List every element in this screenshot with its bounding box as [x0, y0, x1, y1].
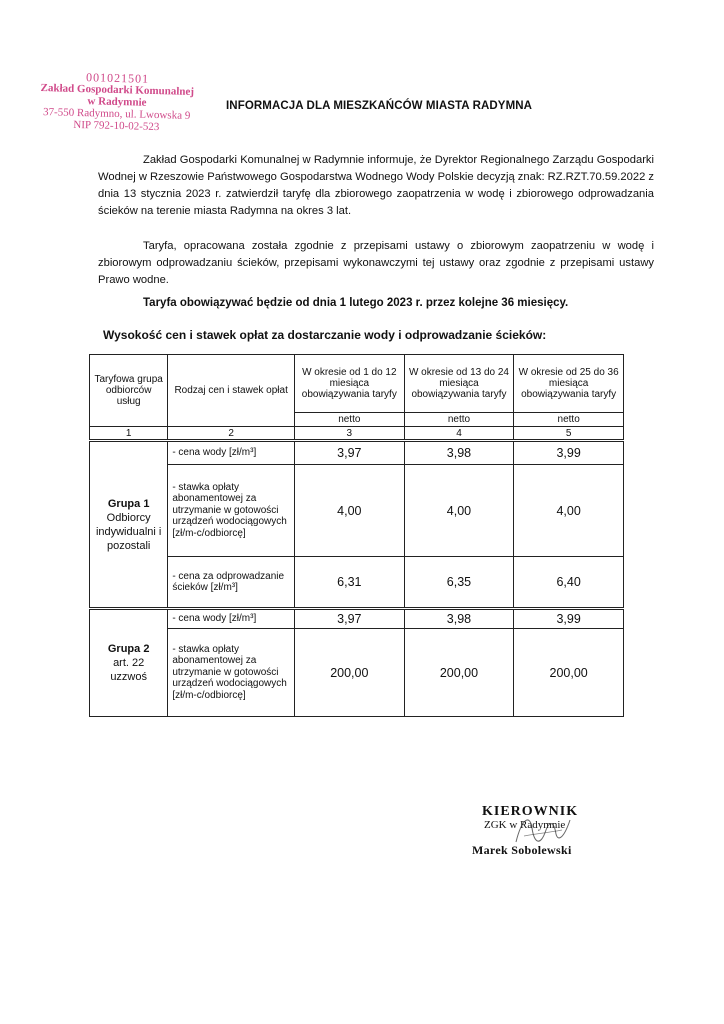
price-value: 4,00 — [404, 465, 514, 557]
column-number: 2 — [168, 427, 295, 441]
price-value: 3,97 — [294, 609, 404, 629]
signature-block — [470, 804, 600, 858]
price-type-label: - cena wody [zł/m³] — [168, 609, 295, 629]
paragraph-validity: Taryfa obowiązywać będzie od dnia 1 lutego 2023 r. przez kolejne 36 miesięcy. — [143, 297, 569, 309]
price-value: 3,98 — [404, 441, 514, 465]
table-header-row — [90, 355, 624, 413]
stamp-address: 37-550 Radymno, ul. Lwowska 9 — [42, 106, 191, 122]
netto-label: netto — [404, 413, 514, 427]
price-type-label: - cena za odprowadzanie ścieków [zł/m³] — [168, 557, 295, 609]
header-period-2: W okresie od 13 do 24 miesiąca obowiązywania taryfy — [404, 355, 514, 413]
price-value: 200,00 — [404, 629, 514, 717]
column-number-row — [90, 427, 624, 441]
handwritten-signature — [510, 808, 580, 852]
table-row — [90, 629, 624, 717]
column-number: 5 — [514, 427, 624, 441]
stamp-company-name: Zakład Gospodarki Komunalnej — [40, 81, 195, 99]
header-period-3: W okresie od 25 do 36 miesiąca obowiązywania taryfy — [514, 355, 624, 413]
stamp-company-location: w Radymnie — [87, 95, 147, 109]
signature-name: Marek Sobolewski — [472, 843, 572, 857]
group-1-title: Grupa 1 — [107, 497, 150, 510]
price-value: 4,00 — [514, 465, 624, 557]
stamp-number: 001021501 — [85, 70, 150, 86]
header-period-1: W okresie od 1 do 12 miesiąca obowiązywania taryfy — [294, 355, 404, 413]
price-value: 200,00 — [294, 629, 404, 717]
price-value: 4,00 — [294, 465, 404, 557]
table-caption: Wysokość cen i stawek opłat za dostarczanie wody i odprowadzanie ścieków: — [103, 328, 547, 342]
netto-label: netto — [514, 413, 624, 427]
signature-title: KIEROWNIK — [482, 804, 579, 819]
netto-label: netto — [294, 413, 404, 427]
column-number: 4 — [404, 427, 514, 441]
table-row — [90, 609, 624, 629]
price-value: 200,00 — [514, 629, 624, 717]
table-row — [90, 441, 624, 465]
column-number: 1 — [90, 427, 168, 441]
table-row — [90, 465, 624, 557]
group-2-title: Grupa 2 — [107, 643, 150, 655]
header-customer-group: Taryfowa grupa odbiorców usług — [90, 355, 168, 427]
paragraph-decision: Zakład Gospodarki Komunalnej w Radymnie informuje, że Dyrektor Regionalnego Zarządu Gospodarki Wodnej w Rzeszowie Państwowego Gospodarstwa Wodnego Wody Polskie decyzją znak: RZ.RZT.70.59.2022 z dnia 13 stycznia 2023 r. zatwierdził taryfę dla zbiorowego zaopatrzenia w wodę i zbiorowego odprowadzania ścieków na terenie miasta Radymna na okres 3 lat. — [98, 154, 654, 217]
group-1-description: Odbiorcy indywidualni i pozostali — [95, 511, 162, 552]
group-2-cell — [90, 609, 168, 717]
signature-unit: ZGK w Radymnie — [484, 819, 566, 831]
price-value: 3,98 — [404, 609, 514, 629]
tariff-table — [89, 354, 624, 717]
group-2-description: art. 22 uzzwoś — [110, 657, 147, 683]
price-type-label: - stawka opłaty abonamentowej za utrzymanie w gotowości urządzeń wodociągowych [zł/m-c/odbiorcę] — [168, 629, 295, 717]
price-value: 3,99 — [514, 609, 624, 629]
price-value: 3,99 — [514, 441, 624, 465]
price-value: 6,35 — [404, 557, 514, 609]
company-stamp — [21, 70, 213, 135]
stamp-nip: NIP 792-10-02-523 — [73, 118, 160, 134]
group-1-cell — [90, 441, 168, 609]
paragraph-legal-basis: Taryfa, opracowana została zgodnie z przepisami ustawy o zbiorowym zaopatrzeniu w wodę i zbiorowym odprowadzaniu ścieków, przepisami wykonawczymi tej ustawy oraz zgodnie z przepisami ustawy Prawo wodne. — [98, 240, 654, 286]
price-value: 3,97 — [294, 441, 404, 465]
document-heading: INFORMACJA DLA MIESZKAŃCÓW MIASTA RADYMNA — [226, 100, 533, 112]
price-type-label: - cena wody [zł/m³] — [168, 441, 295, 465]
column-number: 3 — [294, 427, 404, 441]
price-value: 6,31 — [294, 557, 404, 609]
price-type-label: - stawka opłaty abonamentowej za utrzymanie w gotowości urządzeń wodociągowych [zł/m-c/odbiorcę] — [168, 465, 295, 557]
price-value: 6,40 — [514, 557, 624, 609]
table-row — [90, 557, 624, 609]
header-price-type: Rodzaj cen i stawek opłat — [168, 355, 295, 427]
